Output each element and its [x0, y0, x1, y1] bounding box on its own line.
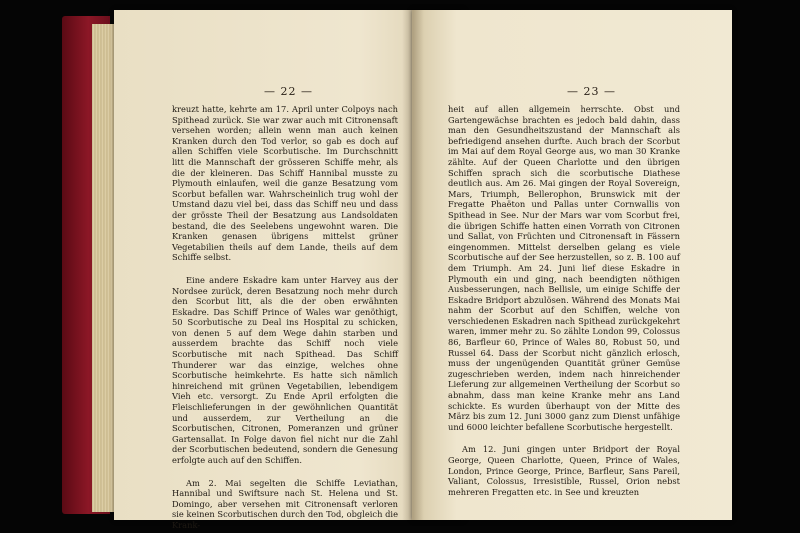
right-paragraph-2: Am 12. Juni gingen unter Bridport der Royal George, Queen Charlotte, Queen, Prince of Wales, London, Prince George, Prince, Barfleur, Sans Pareil, Valiant, Colossus, Irresistible, Russel, Orion nebst mehreren Fregatten etc. in See und kreuzten	[448, 444, 680, 497]
left-paragraph-2: Eine andere Eskadre kam unter Harvey aus der Nordsee zurück, deren Besatzung noch mehr durch den Scorbut litt, als die der oben erwähnten Eskadre. Das Schiff Prince of Wales war genöthigt, 50 Scorbutische zu Deal ins Hospital zu schicken, von denen 5 auf dem Wege dahin starben und ausserdem brachte das Schiff noch viele Scorbutische mit nach Spithead. Das Schiff Thunderer war das einzige, welches ohne Scorbutische heimkehrte. Es hatte sich nämlich hinreichend mit grünen Vegetabilien, lebendigem Vieh etc. versorgt. Zu Ende April erfolgten die Fleischlieferungen in der gewöhnlichen Quantität und ausserdem, zur Vertheilung an die Scorbutischen, Citronen, Pomeranzen und grüner Gartensallat. In Folge davon fiel nicht nur die Zahl der Scorbutischen bedeutend, sondern die Genesung erfolgte auch auf den Schiffen.	[172, 274, 398, 465]
right-paragraph-1: heit auf allen allgemein herrschte. Obst und Gartengewächse brachten es jedoch bald dahin, dass man den Gesundheitszustand der Mannschaft als befriedigend ansehen durfte. Auch brach der Scorbut im Mai auf dem Royal George aus, wo man 30 Kranke zählte. Auf der Queen Charlotte und den übrigen Schiffen sprach sich die scorbutische Diathese deutlich aus. Am 26. Mai gingen der Royal Sovereign, Mars, Triumph, Bellerophon, Brunswick mit der Fregatte Phaëton und Pallas unter Cornwallis von Spithead in See. Nur der Mars war vom Scorbut frei, die übrigen Schiffe hatten einen Vorrath von Citronen und Sallat, von Früchten und Citronensaft in Fässern eingenommen. Mittelst derselben gelang es viele Scorbutische auf der See herzustellen, so z. B. 100 auf dem Triumph. Am 24. Juni lief diese Eskadre in Plymouth ein und ging, nach beendigten nöthigen Ausbesserungen, nach Bellisle, um einige Schiffe der Eskadre Bridport abzulösen. Während des Monats Mai nahm der Scorbut auf den Schiffen, welche von verschiedenen Eskadren nach Spithead zurückgekehrt waren, immer mehr zu. So zählte London 99, Colossus 86, Barfleur 60, Prince of Wales 80, Robust 50, und Russel 64. Dass der Scorbut nicht gänzlich erlosch, muss der ungenügenden Quantität grüner Gemüse zugeschrieben werden, indem nach hinreichender Lieferung zur allgemeinen Vertheilung der Scorbut so abnahm, dass man keine Kranke mehr ans Land schickte. Es wurden überhaupt von der Mitte des März bis zum 12. Juni 3000 ganz zum Dienst unfähige und 6000 leichter befallene Scorbutische hergestellt.	[448, 104, 680, 432]
left-page-text	[172, 104, 398, 531]
right-page	[412, 10, 732, 520]
left-paragraph-3: Am 2. Mai segelten die Schiffe Leviathan, Hannibal und Swiftsure nach St. Helena und St. Domingo, aber versehen mit Citronensaft verloren sie keinen Scorbutischen durch den Tod, obgleich die Krank-	[172, 477, 398, 530]
open-book	[62, 10, 732, 530]
book-gutter	[402, 10, 424, 520]
right-page-text	[448, 104, 680, 497]
left-paragraph-1: kreuzt hatte, kehrte am 17. April unter Colpoys nach Spithead zurück. Sie war zwar auch mit Citronensaft versehen worden; allein wenn man auch keinen Kranken durch den Tod verlor, so gab es doch auf allen Schiffen viele Scorbutische. Im Durchschnitt litt die Mannschaft der grösseren Schiffe mehr, als die der kleineren. Das Schiff Hannibal musste zu Plymouth einlaufen, weil die ganze Besatzung vom Scorbut befallen war. Wahrscheinlich trug wohl der Umstand dazu viel bei, dass das Schiff neu und dass der grösste Theil der Besatzung aus Landsoldaten bestand, die des Seelebens ungewohnt waren. Die Kranken genasen übrigens mittelst grüner Vegetabilien theils auf dem Lande, theils auf dem Schiffe selbst.	[172, 104, 398, 263]
page-number-left: — 22 —	[264, 85, 313, 98]
page-number-right: — 23 —	[567, 85, 616, 98]
